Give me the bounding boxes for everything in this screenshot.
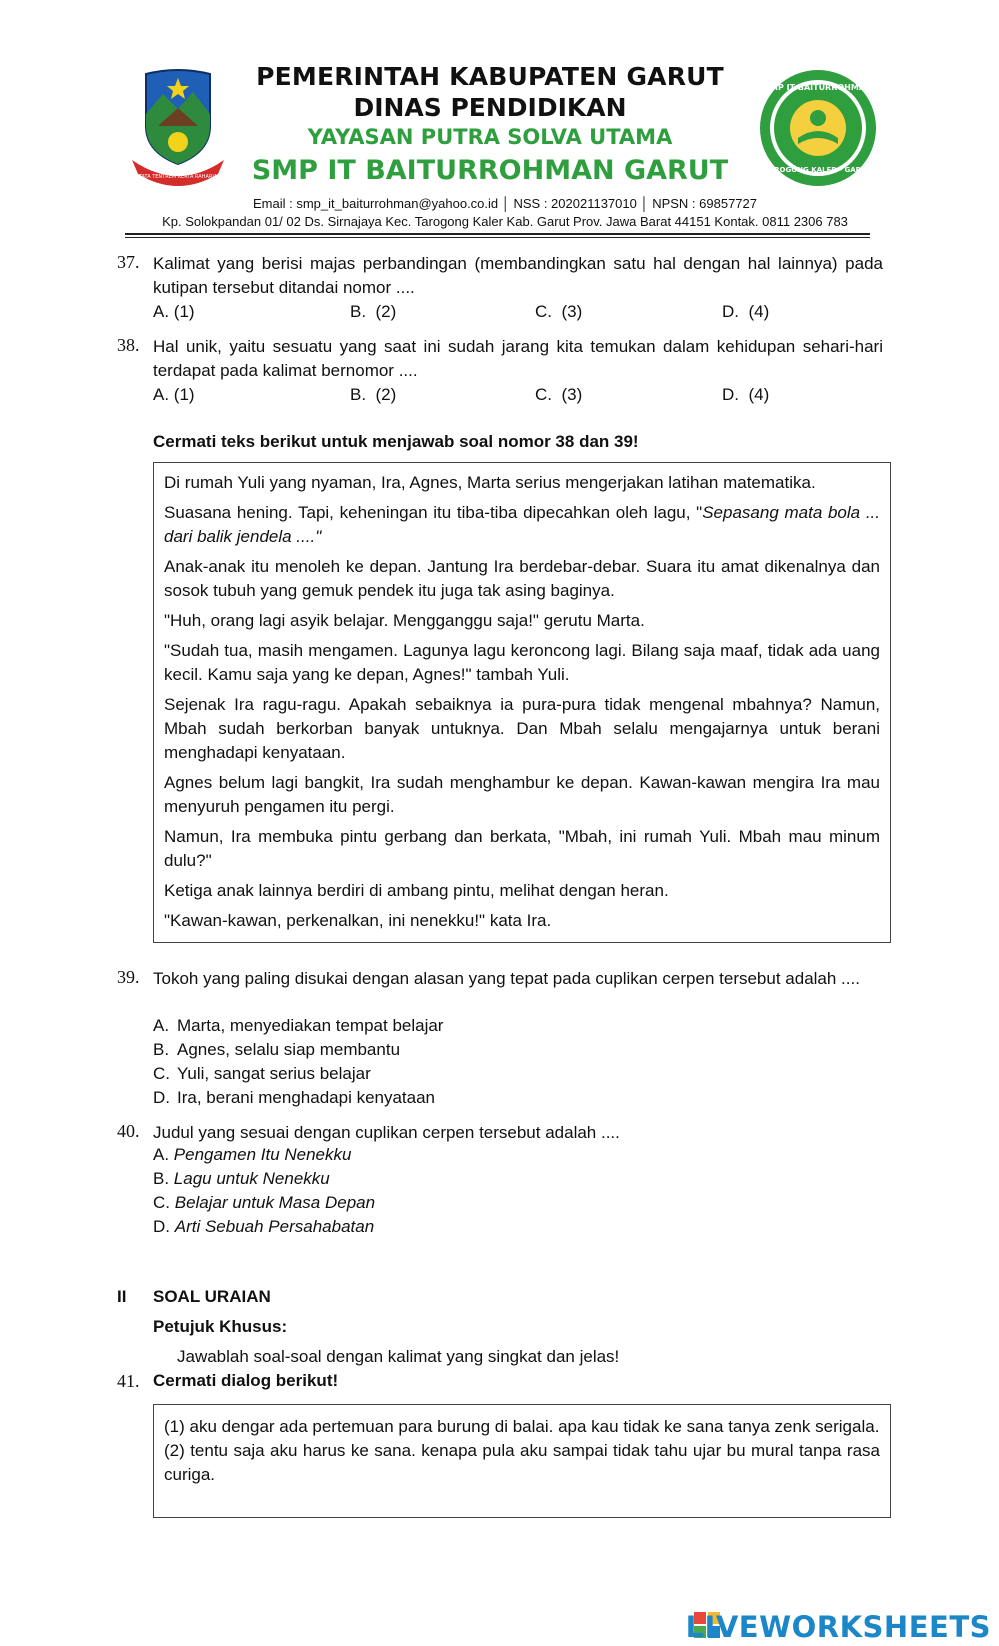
header-contact-address: Kp. Solokpandan 01/ 02 Ds. Sirnajaya Kec. Tarogong Kaler Kab. Garut Prov. Jawa Barat 44151 Kontak. 0811 2306 783 [162,214,848,229]
passage-paragraph: Di rumah Yuli yang nyaman, Ira, Agnes, Marta serius mengerjakan latihan matematika. [164,473,816,492]
dialog-box [153,1404,891,1518]
header-foundation: YAYASAN PUTRA SOLVA UTAMA [307,125,673,149]
option-label: C. [535,385,552,404]
passage-paragraph [164,501,880,549]
option-b[interactable] [350,385,396,405]
option-label: A. [153,1016,170,1035]
option-label: A. [153,385,170,404]
question-number: 37. [117,252,140,272]
question-number: 39. [117,967,140,987]
header-government: PEMERINTAH KABUPATEN GARUT [256,62,724,91]
option-text: (1) [173,302,195,321]
option-text: Marta, menyediakan tempat belajar [177,1016,444,1035]
option-a[interactable] [153,302,195,322]
option-a[interactable] [153,1145,351,1165]
option-text: (3) [561,385,583,404]
option-a[interactable] [153,1016,443,1036]
question-text: Kalimat yang berisi majas perbandingan (membandingkan satu hal dengan hal lainnya) pada kutipan tersebut ditandai nomor .... [153,254,883,297]
option-d[interactable] [153,1217,374,1237]
option-text: (2) [375,385,397,404]
option-text: Yuli, sangat serius belajar [177,1064,371,1083]
option-text: Pengamen Itu Nenekku [173,1145,352,1164]
passage-paragraph: Ketiga anak lainnya berdiri di ambang pintu, melihat dengan heran. [164,881,669,900]
option-text: (3) [561,302,583,321]
option-text: Agnes, selalu siap membantu [177,1040,401,1059]
option-label: B. [350,385,367,404]
option-label: D. [153,1088,170,1107]
passage-paragraph: Sejenak Ira ragu-ragu. Apakah sebaiknya ia pura-pura tidak mengenal mbahnya? Namun, Mbah sudah berkorban banyak untuknya. Dan Mbah selalu mengajarnya untuk berani menghadapi kenyataan. [164,695,880,762]
option-label: C. [153,1064,170,1083]
option-d[interactable] [722,302,769,322]
option-b[interactable] [153,1040,400,1060]
question-number: 38. [117,335,140,355]
passage-text: Suasana hening. Tapi, keheningan itu tiba-tiba dipecahkan oleh lagu, " [164,503,703,522]
option-text: (1) [173,385,195,404]
option-label: D. [722,385,739,404]
option-label: D. [153,1217,170,1236]
option-text: Belajar untuk Masa Depan [174,1193,376,1212]
option-label: A. [153,1145,170,1164]
header-divider-thin [125,237,870,238]
option-text: Arti Sebuah Persahabatan [174,1217,375,1236]
option-label: B. [153,1169,170,1188]
option-text: Lagu untuk Nenekku [173,1169,330,1188]
dialog-line: (2) tentu saja aku harus ke sana. kenapa pula aku sampai tidak tahu ujar bu mural tanpa rasa curiga. [164,1441,880,1484]
header-divider [125,233,870,235]
question-number: 40. [117,1121,140,1141]
option-a[interactable] [153,385,195,405]
question-text: Hal unik, yaitu sesuatu yang saat ini sudah jarang kita temukan dalam kehidupan sehari-hari terdapat pada kalimat bernomor .... [153,337,883,380]
option-label: C. [535,302,552,321]
header-school-name: SMP IT BAITURROHMAN GARUT [251,155,729,186]
option-c[interactable] [535,302,582,322]
option-text: (2) [375,302,397,321]
header-department: DINAS PENDIDIKAN [353,93,627,122]
passage-paragraph: Anak-anak itu menoleh ke depan. Jantung Ira berdebar-debar. Suara itu amat dikenalnya dan sosok tubuh yang gemuk pendek itu juga tak asing baginya. [164,557,880,600]
header-contact-email: Email : smp_it_baiturrohman@yahoo.co.id │ NSS : 202021137010 │ NPSN : 69857727 [253,196,757,211]
section-subtitle: Petujuk Khusus: [153,1317,288,1336]
reading-instruction: Cermati teks berikut untuk menjawab soal nomor 38 dan 39! [153,432,639,451]
svg-text:TATA TENTREM KERTA RAHARJA: TATA TENTREM KERTA RAHARJA [138,174,218,180]
question-number: 41. [117,1371,140,1391]
option-label: A. [153,302,170,321]
section-title: SOAL URAIAN [153,1287,271,1306]
song-lyric: Sepasang mata bola ... dari balik jendela ...." [164,503,880,546]
option-d[interactable] [722,385,769,405]
passage-paragraph: Namun, Ira membuka pintu gerbang dan berkata, "Mbah, ini rumah Yuli. Mbah mau minum dulu?" [164,827,880,870]
option-c[interactable] [153,1193,375,1213]
svg-text:TAROGONG KALER - GARUT: TAROGONG KALER - GARUT [764,166,872,174]
option-c[interactable] [153,1064,371,1084]
dialog-line: (1) aku dengar ada pertemuan para burung di balai. apa kau tidak ke sana tanya zenk serigala. [164,1417,880,1436]
section-number: II [117,1287,127,1306]
option-b[interactable] [350,302,396,322]
option-d[interactable] [153,1088,435,1108]
question-text: Judul yang sesuai dengan cuplikan cerpen tersebut adalah .... [153,1123,620,1142]
passage-paragraph: "Sudah tua, masih mengamen. Lagunya lagu keroncong lagi. Bilang saja maaf, tidak ada uang kecil. Kamu saja yang ke depan, Agnes!" tambah Yuli. [164,641,880,684]
passage-paragraph: "Huh, orang lagi asyik belajar. Mengganggu saja!" gerutu Marta. [164,611,645,630]
reading-passage [153,462,891,943]
option-c[interactable] [535,385,582,405]
option-label: D. [722,302,739,321]
section-instruction: Jawablah soal-soal dengan kalimat yang singkat dan jelas! [177,1347,620,1366]
liveworksheets-brand: LIVEWORKSHEETS [685,1610,991,1644]
passage-paragraph: Agnes belum lagi bangkit, Ira sudah menghambur ke depan. Kawan-kawan mengira Ira mau menyuruh pengamen itu pergi. [164,773,880,816]
option-label: C. [153,1193,170,1212]
option-label: B. [350,302,367,321]
option-b[interactable] [153,1169,330,1189]
svg-text:SMP IT BAITURROHMAN: SMP IT BAITURROHMAN [764,83,872,92]
garut-regency-logo [128,64,228,190]
passage-paragraph: "Kawan-kawan, perkenalkan, ini nenekku!" kata Ira. [164,911,552,930]
option-label: B. [153,1040,170,1059]
option-text: Ira, berani menghadapi kenyataan [177,1088,436,1107]
question-text: Cermati dialog berikut! [153,1371,339,1390]
question-text: Tokoh yang paling disukai dengan alasan yang tepat pada cuplikan cerpen tersebut adalah .... [153,969,860,988]
option-text: (4) [748,302,770,321]
option-text: (4) [748,385,770,404]
school-emblem-logo [758,68,878,188]
